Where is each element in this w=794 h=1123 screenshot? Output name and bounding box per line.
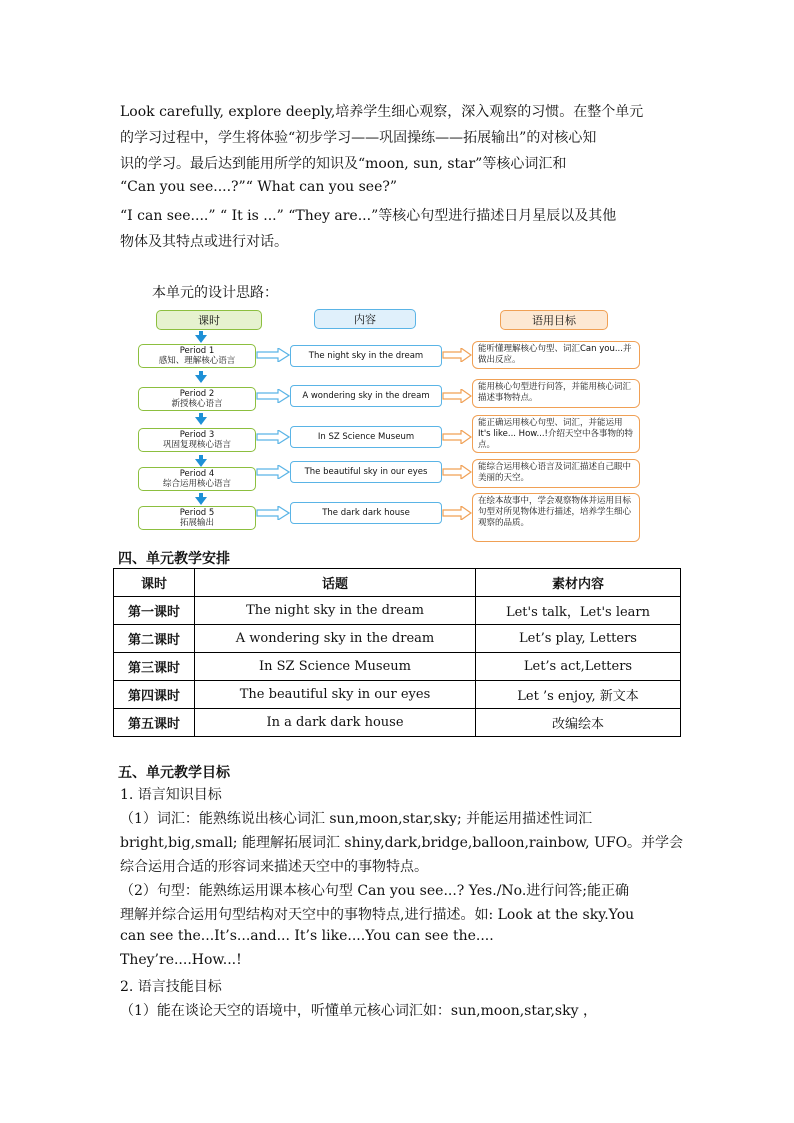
intro-line: “I can see....” “ It is ...” “They are...”等核心句型进行描述日月星辰以及其他	[120, 208, 617, 224]
header-period: 课时	[156, 310, 262, 330]
period-box	[138, 467, 256, 491]
right-arrow-icon	[256, 506, 290, 520]
content-box: A wondering sky in the dream	[290, 385, 442, 407]
table-cell: The night sky in the dream	[195, 597, 476, 625]
right-arrow-icon	[256, 465, 290, 479]
down-arrow-icon	[195, 417, 207, 425]
content-box: The dark dark house	[290, 502, 442, 524]
down-arrow-icon	[195, 497, 207, 505]
schedule-table	[113, 568, 681, 737]
body-line: bright,big,small; 能理解拓展词汇 shiny,dark,bridge,balloon,rainbow, UFO。并学会	[120, 835, 684, 851]
body-line: They’re....How...!	[120, 952, 242, 968]
right-arrow-icon	[256, 348, 290, 362]
period-number: Period 3	[179, 430, 215, 440]
goal-box: 能用核心句型进行问答，并能用核心词汇描述事物特点。	[472, 379, 640, 408]
table-header-row	[114, 569, 681, 597]
table-row	[114, 653, 681, 681]
period-desc: 新授核心语言	[171, 399, 223, 409]
period-desc: 感知、理解核心语言	[158, 356, 236, 366]
down-arrow-icon	[195, 375, 207, 383]
table-cell: Let’s play, Letters	[476, 625, 681, 653]
table-cell: 第四课时	[114, 681, 195, 709]
design-flow-diagram	[138, 307, 648, 543]
table-cell: In SZ Science Museum	[195, 653, 476, 681]
down-arrow-icon	[195, 459, 207, 467]
period-desc: 巩固复现核心语言	[162, 440, 231, 450]
body-line: can see the...It’s...and... It’s like....You can see the....	[120, 928, 494, 944]
table-cell: Let's talk，Let's learn	[476, 597, 681, 625]
period-desc: 综合运用核心语言	[162, 479, 231, 489]
period-number: Period 2	[179, 389, 215, 399]
table-cell: 第一课时	[114, 597, 195, 625]
down-arrow-icon	[195, 335, 207, 343]
subsection-title: 2. 语言技能目标	[120, 979, 222, 995]
column-header: 课时	[114, 569, 195, 597]
period-box	[138, 428, 256, 452]
column-header: 素材内容	[476, 569, 681, 597]
body-line: 综合运用合适的形容词来描述天空中的事物特点。	[120, 859, 428, 875]
design-title: 本单元的设计思路：	[152, 285, 278, 301]
right-arrow-icon	[442, 465, 472, 479]
table-row	[114, 625, 681, 653]
intro-line: “Can you see....?”“ What can you see?”	[120, 179, 398, 195]
header-content: 内容	[314, 309, 416, 329]
table-cell: 改编绘本	[476, 709, 681, 737]
body-line: （2）句型：能熟练运用课本核心句型 Can you see...? Yes./No.进行问答;能正确	[120, 883, 630, 899]
period-box	[138, 344, 256, 368]
right-arrow-icon	[256, 430, 290, 444]
intro-line: 识的学习。最后达到能用所学的知识及“moon, sun, star”等核心词汇和	[120, 156, 567, 172]
period-desc: 拓展输出	[179, 518, 214, 528]
table-cell: 第二课时	[114, 625, 195, 653]
right-arrow-icon	[442, 348, 472, 362]
table-cell: In a dark dark house	[195, 709, 476, 737]
body-line: 理解并综合运用句型结构对天空中的事物特点,进行描述。如: Look at the sky.You	[120, 907, 635, 923]
right-arrow-icon	[442, 506, 472, 520]
header-goal: 语用目标	[500, 310, 608, 330]
right-arrow-icon	[256, 389, 290, 403]
period-box	[138, 506, 256, 530]
table-cell: Let’s act,Letters	[476, 653, 681, 681]
right-arrow-icon	[442, 389, 472, 403]
subsection-title: 1. 语言知识目标	[120, 787, 222, 803]
section-title: 四、单元教学安排	[118, 551, 230, 567]
table-cell: A wondering sky in the dream	[195, 625, 476, 653]
column-header: 话题	[195, 569, 476, 597]
period-number: Period 5	[179, 508, 215, 518]
goal-box: 能听懂理解核心句型、词汇Can you...并做出反应。	[472, 341, 640, 369]
goal-box: 能正确运用核心句型、词汇，并能运用It's like... How...!介绍天空中各事物的特点。	[472, 415, 640, 453]
right-arrow-icon	[442, 430, 472, 444]
content-box: In SZ Science Museum	[290, 426, 442, 448]
intro-line: 物体及其特点或进行对话。	[120, 234, 288, 250]
table-row	[114, 709, 681, 737]
period-number: Period 1	[179, 346, 215, 356]
content-box: The beautiful sky in our eyes	[290, 461, 442, 483]
goal-box: 在绘本故事中，学会观察物体并运用目标句型对所见物体进行描述，培养学生细心观察的品质。	[472, 493, 640, 542]
body-line: （1）能在谈论天空的语境中，听懂单元核心词汇如：sun,moon,star,sky ，	[120, 1003, 597, 1019]
table-row	[114, 597, 681, 625]
content-box: The night sky in the dream	[290, 345, 442, 367]
table-row	[114, 681, 681, 709]
goal-box: 能综合运用核心语言及词汇描述自己眼中美丽的天空。	[472, 459, 640, 488]
period-number: Period 4	[179, 469, 215, 479]
body-line: （1）词汇：能熟练说出核心词汇 sun,moon,star,sky; 并能运用描述性词汇	[120, 811, 593, 827]
table-cell: The beautiful sky in our eyes	[195, 681, 476, 709]
table-cell: 第五课时	[114, 709, 195, 737]
intro-line: 的学习过程中，学生将体验“初步学习——巩固操练——拓展输出”的对核心知	[120, 130, 597, 146]
intro-line: Look carefully, explore deeply,培养学生细心观察，深入观察的习惯。在整个单元	[120, 104, 644, 120]
section-title: 五、单元教学目标	[118, 765, 230, 781]
table-cell: Let ’s enjoy, 新文本	[476, 681, 681, 709]
table-cell: 第三课时	[114, 653, 195, 681]
period-box	[138, 387, 256, 411]
